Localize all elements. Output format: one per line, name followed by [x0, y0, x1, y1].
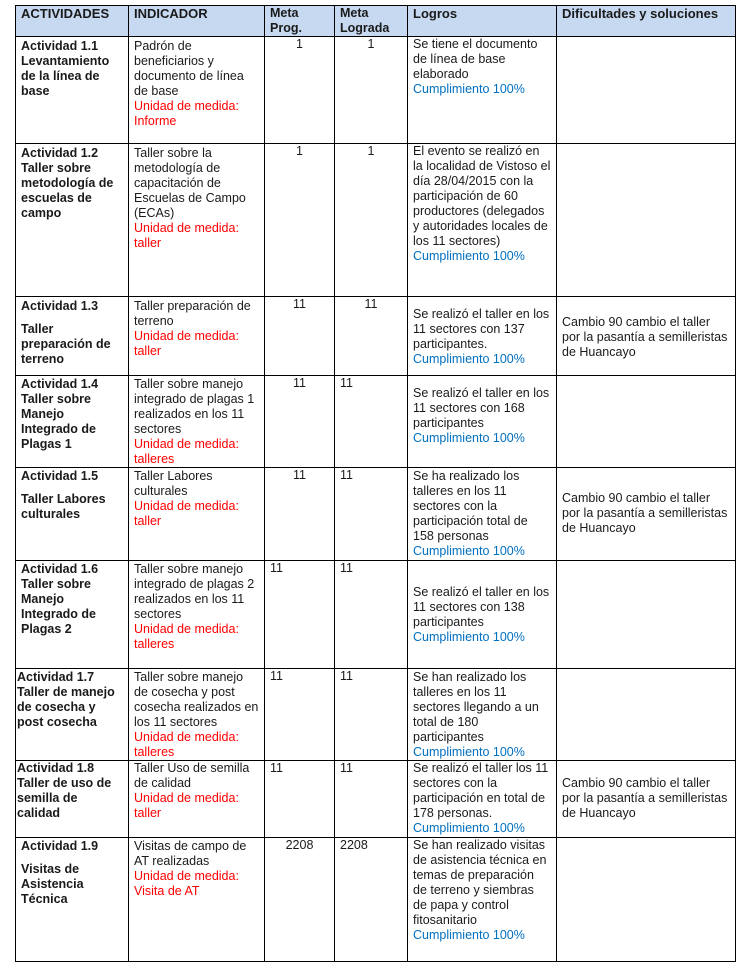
cumplimiento: Cumplimiento 100%: [413, 630, 525, 644]
logro-text: Se ha realizado los talleres en los 11 sectores con la participación total de 158 personas: [413, 469, 528, 543]
dificultades-cell: [557, 144, 736, 297]
dificultades-cell: Cambio 90 cambio el taller por la pasantía a semilleristas de Huancayo: [557, 761, 736, 838]
logro-text: Se realizó el taller en los 11 sectores con 168 participantes: [413, 386, 550, 430]
dificultades-cell: [557, 669, 736, 761]
dificultades-cell: Cambio 90 cambio el taller por la pasantía a semilleristas de Huancayo: [557, 468, 736, 561]
header-meta-prog-line2: Prog.: [270, 21, 302, 35]
unidad-medida: Unidad de medida: taller: [134, 221, 239, 250]
actividad-cell: [16, 669, 129, 761]
actividad-name: Taller de manejo de cosecha y post cosecha: [17, 685, 115, 729]
actividad-cell: [16, 37, 129, 144]
cumplimiento: Cumplimiento 100%: [413, 82, 525, 96]
actividad-id: Actividad 1.2: [21, 146, 99, 160]
indicador-text: Taller sobre la metodología de capacitación de Escuelas de Campo (ECAs): [134, 146, 246, 220]
table-row: [16, 838, 736, 962]
logro-cell: [408, 468, 557, 561]
cumplimiento: Cumplimiento 100%: [413, 544, 525, 558]
unidad-medida: Unidad de medida: talleres: [134, 437, 239, 466]
indicador-cell: [129, 561, 265, 669]
meta-lograda: 11: [335, 297, 408, 376]
logro-cell: [408, 376, 557, 468]
table-row: [16, 468, 736, 561]
indicador-text: Taller sobre manejo integrado de plagas 1 realizados en los 11 sectores: [134, 377, 255, 436]
meta-lograda: 11: [335, 669, 408, 761]
actividad-id: Actividad 1.4: [21, 377, 99, 391]
actividad-id: Actividad 1.9: [21, 839, 99, 853]
meta-prog: 1: [265, 37, 335, 144]
cumplimiento: Cumplimiento 100%: [413, 431, 525, 445]
actividad-name: Taller Labores culturales: [21, 492, 106, 521]
header-logros: Logros: [408, 6, 557, 37]
indicador-cell: [129, 144, 265, 297]
meta-lograda: 11: [335, 468, 408, 561]
table-row: [16, 144, 736, 297]
table-row: [16, 761, 736, 838]
header-meta-lograda-line2: Lograda: [340, 21, 390, 35]
actividad-cell: [16, 468, 129, 561]
actividad-cell: [16, 376, 129, 468]
table-row: [16, 669, 736, 761]
indicador-text: Visitas de campo de AT realizadas: [134, 839, 247, 868]
cumplimiento: Cumplimiento 100%: [413, 249, 525, 263]
indicador-text: Taller preparación de terreno: [134, 299, 251, 328]
meta-prog: 11: [265, 297, 335, 376]
logro-cell: [408, 561, 557, 669]
table-row: [16, 376, 736, 468]
actividad-name: Taller sobre metodología de escuelas de campo: [21, 161, 114, 220]
unidad-medida: Unidad de medida: talleres: [134, 622, 239, 651]
indicador-text: Taller sobre manejo integrado de plagas 2 realizados en los 11 sectores: [134, 562, 255, 621]
actividad-id: Actividad 1.8: [17, 761, 95, 775]
indicador-cell: [129, 669, 265, 761]
header-meta-lograda: [335, 6, 408, 37]
logro-cell: [408, 297, 557, 376]
meta-lograda: 11: [335, 376, 408, 468]
meta-lograda: 2208: [335, 838, 408, 962]
actividad-cell: [16, 297, 129, 376]
header-row: [16, 6, 736, 37]
actividad-cell: [16, 761, 129, 838]
indicador-cell: [129, 468, 265, 561]
meta-prog: 11: [265, 669, 335, 761]
actividad-name: Taller sobre Manejo Integrado de Plagas 2: [21, 577, 97, 636]
meta-prog: 11: [265, 561, 335, 669]
actividad-id: Actividad 1.6: [21, 562, 99, 576]
logro-text: Se han realizado los talleres en los 11 sectores llegando a un total de 180 participantes: [413, 670, 539, 744]
meta-lograda: 11: [335, 561, 408, 669]
logro-cell: [408, 37, 557, 144]
cumplimiento: Cumplimiento 100%: [413, 928, 525, 942]
header-meta-prog-line1: Meta: [270, 6, 299, 20]
indicador-cell: [129, 37, 265, 144]
indicador-cell: [129, 376, 265, 468]
logro-cell: [408, 838, 557, 962]
actividad-name: Taller de uso de semilla de calidad: [17, 776, 112, 820]
header-dificultades: Dificultades y soluciones: [557, 6, 736, 37]
dificultades-cell: [557, 561, 736, 669]
logro-text: Se realizó el taller en los 11 sectores con 138 participantes: [413, 585, 550, 629]
dificultades-cell: [557, 376, 736, 468]
indicador-text: Taller sobre manejo de cosecha y post cosecha realizados en los 11 sectores: [134, 670, 259, 729]
meta-lograda: 11: [335, 761, 408, 838]
table-row: [16, 37, 736, 144]
meta-prog: 1: [265, 144, 335, 297]
meta-prog: 11: [265, 468, 335, 561]
header-actividades: ACTIVIDADES: [16, 6, 129, 37]
logro-text: Se realizó el taller los 11 sectores con la participación en total de 178 personas.: [413, 761, 549, 820]
header-indicador: INDICADOR: [129, 6, 265, 37]
actividad-name: Taller sobre Manejo Integrado de Plagas 1: [21, 392, 97, 451]
cumplimiento: Cumplimiento 100%: [413, 821, 525, 835]
actividad-id: Actividad 1.7: [17, 670, 95, 684]
actividad-name: Levantamiento de la línea de base: [21, 54, 110, 98]
logro-text: El evento se realizó en la localidad de Vistoso el día 28/04/2015 con la participación de 60 productores (delegados y autoridades locales de los 11 sectores): [413, 144, 551, 248]
meta-prog: 11: [265, 376, 335, 468]
dificultades-cell: [557, 37, 736, 144]
dificultades-cell: [557, 838, 736, 962]
header-meta-prog: [265, 6, 335, 37]
actividad-cell: [16, 144, 129, 297]
header-meta-lograda-line1: Meta: [340, 6, 369, 20]
indicador-text: Taller Uso de semilla de calidad: [134, 761, 250, 790]
meta-prog: 11: [265, 761, 335, 838]
actividad-id: Actividad 1.1: [21, 39, 99, 53]
indicador-cell: [129, 761, 265, 838]
actividad-id: Actividad 1.3: [21, 299, 99, 313]
actividad-name: Taller preparación de terreno: [21, 322, 111, 366]
activities-table: [15, 5, 736, 962]
actividad-name: Visitas de Asistencia Técnica: [21, 862, 84, 906]
indicador-text: Padrón de beneficiarios y documento de línea de base: [134, 39, 244, 98]
unidad-medida: Unidad de medida: taller: [134, 791, 239, 820]
indicador-cell: [129, 838, 265, 962]
indicador-cell: [129, 297, 265, 376]
unidad-medida: Unidad de medida: Informe: [134, 99, 239, 128]
logro-text: Se han realizado visitas de asistencia técnica en temas de preparación de terreno y siembras de papa y control fitosanitario: [413, 838, 547, 927]
logro-text: Se tiene el documento de línea de base elaborado: [413, 37, 538, 81]
logro-cell: [408, 761, 557, 838]
actividad-cell: [16, 561, 129, 669]
cumplimiento: Cumplimiento 100%: [413, 745, 525, 759]
logro-cell: [408, 669, 557, 761]
indicador-text: Taller Labores culturales: [134, 469, 213, 498]
meta-prog: 2208: [265, 838, 335, 962]
cumplimiento: Cumplimiento 100%: [413, 352, 525, 366]
logro-cell: [408, 144, 557, 297]
logro-text: Se realizó el taller en los 11 sectores con 137 participantes.: [413, 307, 550, 351]
table-row: [16, 561, 736, 669]
actividad-id: Actividad 1.5: [21, 469, 99, 483]
table-row: [16, 297, 736, 376]
meta-lograda: 1: [335, 37, 408, 144]
actividad-cell: [16, 838, 129, 962]
meta-lograda: 1: [335, 144, 408, 297]
unidad-medida: Unidad de medida: talleres: [134, 730, 239, 759]
unidad-medida: Unidad de medida: taller: [134, 499, 239, 528]
unidad-medida: Unidad de medida: taller: [134, 329, 239, 358]
dificultades-cell: Cambio 90 cambio el taller por la pasantía a semilleristas de Huancayo: [557, 297, 736, 376]
unidad-medida: Unidad de medida: Visita de AT: [134, 869, 239, 898]
